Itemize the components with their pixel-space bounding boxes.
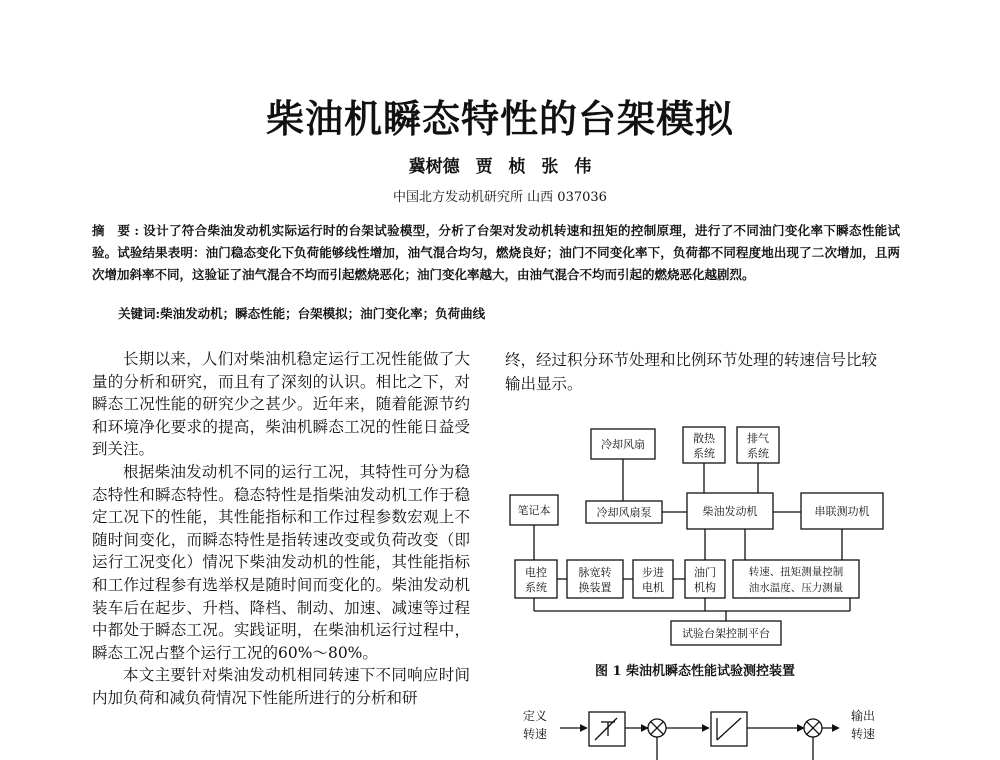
- label-exhaust-2: 系统: [747, 447, 769, 460]
- label-input-2: 转速: [522, 727, 548, 741]
- label-output-1: 输出: [850, 709, 876, 723]
- keywords-label: 关键词:: [118, 306, 161, 321]
- label-exhaust-1: 排气: [747, 432, 769, 445]
- abstract-label: 摘 要:: [92, 223, 143, 238]
- label-dynamometer: 串联测功机: [814, 505, 870, 518]
- label-pwm-1: 脉宽转: [578, 566, 612, 579]
- body-paragraph-right: 终，经过积分环节处理和比例环节处理的转速信号比较输出显示。: [505, 351, 878, 393]
- label-input-1: 定义: [522, 709, 548, 723]
- body-left-column: [92, 348, 470, 710]
- label-radiator-2: 系统: [693, 447, 715, 460]
- body-paragraph-2: 根据柴油发动机不同的运行工况，其特性可分为稳态特性和瞬态特性。稳态特性是指柴油发动机工作于稳定工况下的性能，其性能指标和工作过程参数宏观上不随时间变化，而瞬态特性是指转速改变或负荷改变（即运行工况变化）情况下柴油发动机的性能，其性能指标和工作过程参有选举权是随时间而变化的。柴油发动机装车后在起步、升档、降档、制动、加速、减速等过程中都处于瞬态工况。实践证明，在柴油机运行过程中，瞬态工况占整个运行工况的60%～80%。: [92, 462, 470, 662]
- block-integrator: [589, 712, 625, 746]
- keywords-text: 柴油发动机；瞬态性能；台架模拟；油门变化率；负荷曲线: [160, 306, 486, 321]
- label-fan-pump: 冷却风扇泵: [596, 506, 652, 519]
- figure-1-block-diagram: [505, 415, 895, 660]
- body-paragraph-1: 长期以来，人们对柴油机稳定运行工况性能做了大量的分析和研究，而且有了深刻的认识。相比之下，对瞬态工况性能的研究少之甚少。近年来，随着能源节约和环境净化要求的提高，柴油机瞬态工况的性能日益受到关注。: [92, 350, 470, 459]
- label-cooling-fan: 冷却风扇: [601, 438, 645, 451]
- paper-title: 柴油机瞬态特性的台架模拟: [265, 97, 734, 141]
- affiliation: 中国北方发动机研究所 山西 037036: [393, 190, 607, 205]
- abstract: [92, 220, 900, 286]
- label-radiator-1: 散热: [693, 432, 715, 445]
- label-throttle-2: 机构: [694, 581, 716, 594]
- label-measure-1: 转速、扭矩测量控制: [748, 566, 844, 578]
- label-output-2: 转速: [850, 727, 876, 741]
- label-stepper-1: 步进: [642, 566, 664, 579]
- label-pwm-2: 换装置: [578, 581, 612, 594]
- authors: 冀树德 贾 桢 张 伟: [408, 157, 592, 177]
- body-paragraph-3: 本文主要针对柴油发动机相同转速下不同响应时间内加负荷和减负荷情况下性能所进行的分析和研: [92, 666, 470, 707]
- label-engine: 柴油发动机: [702, 505, 758, 518]
- body-right-column: [505, 348, 890, 396]
- label-stepper-2: 电机: [642, 581, 664, 594]
- figure-1-caption: 图 1 柴油机瞬态性能试验测控装置: [594, 664, 796, 679]
- label-measure-2: 油水温度、压力测量: [748, 582, 844, 594]
- figure-2-control-loop: [505, 700, 895, 760]
- keywords: [118, 304, 900, 322]
- abstract-text: 设计了符合柴油发动机实际运行时的台架试验模型，分析了台架对发动机转速和扭矩的控制原理，进行了不同油门变化率下瞬态性能试验。试验结果表明：油门稳态变化下负荷能够线性增加，油气混合均匀，燃烧良好；油门不同变化率下，负荷都不同程度地出现了二次增加，且两次增加斜率不同，这验证了油气混合不均而引起燃烧恶化；油门变化率越大，由油气混合不均而引起的燃烧恶化越剧烈。: [92, 223, 900, 282]
- label-laptop: 笔记本: [517, 504, 551, 517]
- label-ecu-2: 系统: [525, 581, 547, 594]
- label-throttle-1: 油门: [694, 566, 716, 579]
- label-ecu-1: 电控: [525, 566, 547, 579]
- label-platform: 试验台架控制平台: [682, 627, 770, 640]
